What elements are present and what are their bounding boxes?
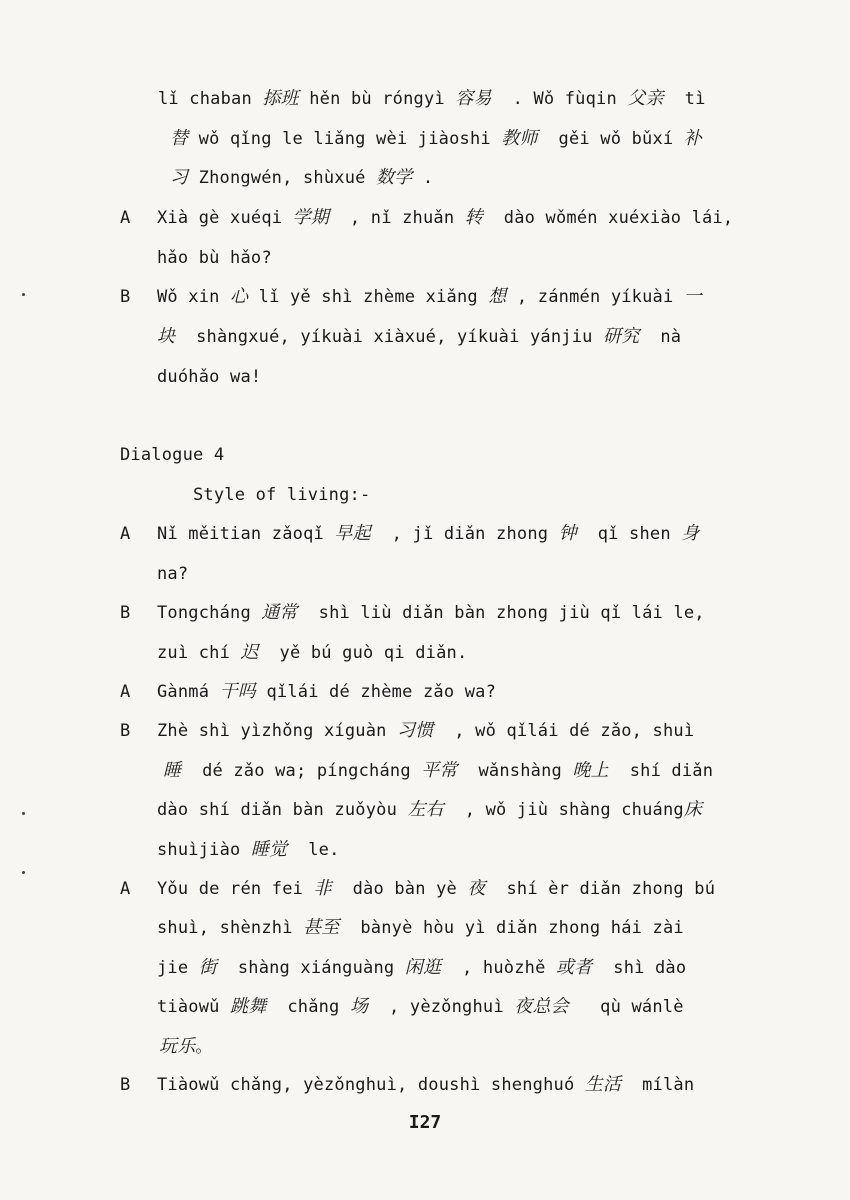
typed-text: Yǒu de rén fei xyxy=(157,879,314,899)
handwritten-gloss: 晚上 xyxy=(572,760,609,781)
handwritten-gloss: 迟 xyxy=(240,642,259,663)
handwritten-gloss: 父亲 xyxy=(627,88,664,109)
text-line xyxy=(157,366,261,388)
typed-text: wǎnshàng xyxy=(457,761,573,781)
typed-text: shí diǎn xyxy=(608,761,714,781)
typed-text: Tiàowǔ chǎng, yèzǒnghuì, doushì shenghuó xyxy=(157,1075,585,1095)
text-line xyxy=(157,839,340,861)
text-line xyxy=(157,286,702,308)
handwritten-gloss: 或者 xyxy=(555,957,593,978)
typed-text: , huòzhě xyxy=(441,958,556,978)
text-line xyxy=(157,602,705,624)
page-number: I27 xyxy=(408,1112,442,1133)
typed-text: , nǐ zhuǎn xyxy=(329,208,465,228)
typed-text: shì dào xyxy=(592,958,687,978)
scan-speck xyxy=(22,812,25,815)
typed-text: shuìjiào xyxy=(157,840,251,860)
typed-text: , zánmén yíkuài xyxy=(506,287,684,307)
handwritten-gloss: 习惯 xyxy=(397,720,434,741)
typed-text: dé zǎo wa; píngcháng xyxy=(181,761,422,781)
typed-text: Xià gè xuéqi xyxy=(157,208,293,228)
handwritten-gloss: 睡觉 xyxy=(250,839,288,860)
typed-text: tiàowǔ xyxy=(157,997,231,1017)
handwritten-gloss: 研究 xyxy=(603,326,640,347)
text-line xyxy=(163,760,713,782)
handwritten-gloss: 转 xyxy=(464,207,483,228)
typed-text: yě bú guò qi diǎn. xyxy=(258,643,468,663)
typed-text: shí èr diǎn zhong bú xyxy=(485,879,716,899)
typed-text: 。 xyxy=(195,1037,213,1057)
typed-text: , wǒ jiù shàng chuáng xyxy=(443,800,684,820)
typed-text: Nǐ měitian zǎoqǐ xyxy=(157,524,335,544)
typed-text: dào bàn yè xyxy=(331,879,468,899)
typed-text: le. xyxy=(287,840,340,860)
typed-text: nà xyxy=(639,327,682,347)
text-line xyxy=(157,563,188,585)
typed-text: Dialogue 4 xyxy=(120,445,225,465)
typed-text: dào shí diǎn bàn zuǒyòu xyxy=(157,800,408,820)
handwritten-gloss: 场 xyxy=(349,996,369,1017)
handwritten-gloss: 数学 xyxy=(376,167,413,188)
speaker-label: A xyxy=(120,524,131,544)
speaker-label: B xyxy=(120,721,131,741)
typed-text: shì liù diǎn bàn zhong jiù qǐ lái le, xyxy=(297,603,705,623)
typed-text: Style of living:- xyxy=(193,485,371,505)
text-line xyxy=(157,326,681,348)
typed-text: wǒ qǐng le liǎng wèi jiàoshi xyxy=(188,129,502,149)
typed-text: duóhǎo wa! xyxy=(157,367,262,387)
text-line xyxy=(157,878,715,900)
speaker-label: A xyxy=(120,208,131,228)
typed-text: qǐ shen xyxy=(576,524,682,544)
typed-text: tì xyxy=(663,89,706,109)
handwritten-gloss: 左右 xyxy=(407,799,444,820)
handwritten-gloss: 掭班 xyxy=(262,88,299,109)
handwritten-gloss: 心 xyxy=(230,286,249,307)
typed-text: jie xyxy=(157,958,199,978)
speaker-label: B xyxy=(120,287,131,307)
text-line xyxy=(157,799,702,821)
handwritten-gloss: 玩乐 xyxy=(159,1036,196,1057)
typed-text: dào wǒmén xuéxiào lái, xyxy=(482,208,734,228)
handwritten-gloss: 习 xyxy=(170,167,189,188)
text-line xyxy=(157,996,684,1018)
handwritten-gloss: 块 xyxy=(157,326,176,347)
typed-text: Gànmá xyxy=(157,682,220,702)
typed-text: qù wánlè xyxy=(568,997,684,1017)
typed-text: bànyè hòu yì diǎn zhong hái zài xyxy=(339,918,684,938)
handwritten-gloss: 生活 xyxy=(584,1074,622,1095)
text-line xyxy=(158,88,706,110)
handwritten-gloss: 床 xyxy=(683,799,703,820)
section-heading xyxy=(120,444,224,466)
typed-text: mílàn xyxy=(621,1075,695,1095)
typed-text: Wǒ xin xyxy=(157,287,231,307)
typed-text: hǎo bù hǎo? xyxy=(157,248,272,268)
typed-text: Zhongwén, shùxué xyxy=(188,168,377,188)
speaker-label: A xyxy=(120,879,131,899)
typed-text: shàngxué, yíkuài xiàxué, yíkuài yánjiu xyxy=(175,327,604,347)
handwritten-gloss: 闲逛 xyxy=(404,957,442,978)
typed-text: . Wǒ fùqin xyxy=(491,89,628,109)
text-line xyxy=(157,207,733,229)
handwritten-gloss: 干吗 xyxy=(219,681,257,702)
speaker-label: B xyxy=(120,603,131,623)
typed-text: shàng xiánguàng xyxy=(216,958,405,978)
typed-text: . xyxy=(412,168,434,188)
handwritten-gloss: 睡 xyxy=(163,760,182,781)
handwritten-gloss: 身 xyxy=(681,523,700,544)
handwritten-gloss: 夜 xyxy=(467,878,486,899)
handwritten-gloss: 替 xyxy=(170,128,189,149)
typed-text: Tongcháng xyxy=(157,603,262,623)
scan-speck xyxy=(22,293,25,296)
typed-text: gěi wǒ bǔxí xyxy=(537,129,684,149)
section-subheading xyxy=(193,484,370,506)
typed-text: , jǐ diǎn zhong xyxy=(370,524,559,544)
typed-text: shuì, shènzhì xyxy=(157,918,304,938)
handwritten-gloss: 一 xyxy=(683,286,703,307)
text-line xyxy=(157,720,694,742)
handwritten-gloss: 想 xyxy=(488,286,507,307)
text-line xyxy=(157,681,496,703)
typed-text: , wǒ qǐlái dé zǎo, shuì xyxy=(433,721,695,741)
text-line xyxy=(157,523,699,545)
text-line xyxy=(170,167,433,189)
handwritten-gloss: 通常 xyxy=(261,602,298,623)
text-line xyxy=(157,1074,694,1096)
handwritten-gloss: 街 xyxy=(198,957,217,978)
scan-speck xyxy=(22,871,25,874)
typed-text: zuì chí xyxy=(157,643,241,663)
handwritten-gloss: 钟 xyxy=(558,523,577,544)
text-line xyxy=(159,1036,213,1058)
handwritten-gloss: 教师 xyxy=(501,128,538,149)
handwritten-gloss: 学期 xyxy=(292,207,330,228)
speaker-label: B xyxy=(120,1075,131,1095)
handwritten-gloss: 补 xyxy=(683,128,702,149)
typed-text: hěn bù róngyì xyxy=(298,89,456,109)
handwritten-gloss: 平常 xyxy=(421,760,458,781)
handwritten-gloss: 容易 xyxy=(455,88,492,109)
typed-text: lǐ yě shì zhème xiǎng xyxy=(248,287,489,307)
text-line xyxy=(170,128,702,150)
typed-text: qǐlái dé zhème zǎo wa? xyxy=(256,682,497,702)
handwritten-gloss: 甚至 xyxy=(303,917,340,938)
typed-text: , yèzǒnghuì xyxy=(368,997,515,1017)
text-line xyxy=(157,957,686,979)
handwritten-gloss: 夜总会 xyxy=(514,996,569,1017)
typed-text: chǎng xyxy=(266,997,350,1017)
handwritten-gloss: 早起 xyxy=(334,523,371,544)
typed-text: Zhè shì yìzhǒng xíguàn xyxy=(157,721,398,741)
handwritten-gloss: 跳舞 xyxy=(230,996,267,1017)
typed-text: na? xyxy=(157,564,189,584)
text-line xyxy=(157,917,684,939)
text-line xyxy=(157,642,467,664)
speaker-label: A xyxy=(120,682,131,702)
handwritten-gloss: 非 xyxy=(313,878,332,899)
typed-text: lǐ chaban xyxy=(158,89,263,109)
text-line xyxy=(157,247,272,269)
